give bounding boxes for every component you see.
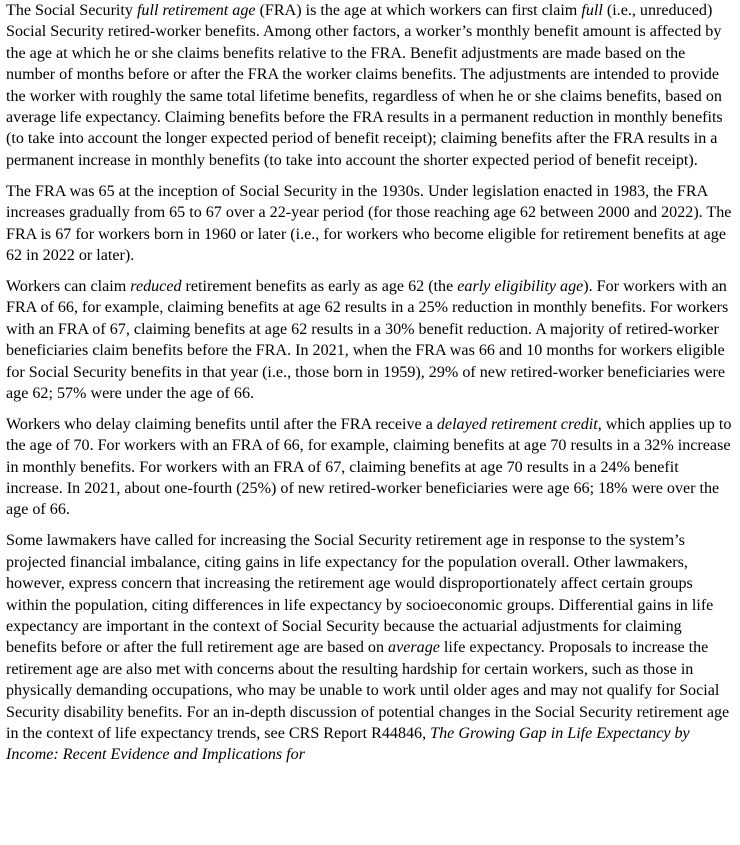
text-run: The Social Security [6,2,137,19]
italic-term: The Growing Gap in Life Expectancy by Income: Recent Evidence and Implications for [6,725,690,764]
italic-term: average [388,639,440,657]
text-run: , which applies up to the age of 70. For workers with an FRA of 66, for example, claiming benefits at age 70 results in a 32% increase in monthly benefits. For workers with an FRA of 67, claiming benefits at age 70 results in a 24% benefit increase. In 2021, about one-fourth (25%) of new retired-worker beneficiaries were age 66; 18% were over the age of 66. [6,415,732,519]
paragraph-fra-history [6,181,732,267]
text-run: Some lawmakers have called for increasing the Social Security retirement age in response to the system’s projected financial imbalance, citing gains in life expectancy for the population overall. Other lawmakers, however, express concern that increasing the retirement age would disproportionately affect certain groups within the population, citing differences in life expectancy by socioeconomic groups. Differential gains in life expectancy are important in the context of Social Security because the actuarial adjustments for claiming benefits before or after the full retirement age are based on [6,532,714,657]
italic-term: delayed retirement credit [436,415,598,433]
text-run: (i.e., unreduced) Social Security retired-worker benefits. Among other factors, a worker’s monthly benefit amount is affected by the age at which he or she claims benefits relative to the FRA. Benefit adjustments are made based on the number of months before or after the FRA the worker claims benefits. The adjustments are intended to provide the worker with roughly the same total lifetime benefits, regardless of when he or she claims benefits, based on average life expectancy. Claiming benefits before the FRA results in a permanent reduction in monthly benefits (to take into account the longer expected period of benefit receipt); claiming benefits after the FRA results in a permanent increase in monthly benefits (to take into account the shorter expected period of benefit receipt). [6,2,723,169]
text-run: (FRA) is the age at which workers can first claim [255,2,582,19]
document-body [6,0,732,775]
text-run: Workers who delay claiming benefits until after the FRA receive a [6,415,437,433]
italic-term: early eligibility age [457,277,584,295]
text-run: life expectancy. Proposals to increase the retirement age are also met with concerns about the resulting hardship for certain workers, such as those in physically demanding occupations, who may be unable to work until older ages and may not qualify for Social Security disability benefits. For an in-depth discussion of potential changes in the Social Security retirement age in the context of life expectancy trends, see CRS Report R44846, [6,639,730,742]
text-run: retirement benefits as early as age 62 (the [181,277,458,295]
paragraph-early-eligibility [6,276,732,404]
italic-term: full [581,2,603,19]
text-run: ). For workers with an FRA of 66, for example, claiming benefits at age 62 results in a 25% reduction in monthly benefits. For workers with an FRA of 67, claiming benefits at age 62 results in a 30% benefit reduction. A majority of retired-worker beneficiaries claim benefits before the FRA. In 2021, when the FRA was 66 and 10 months for workers eligible for Social Security benefits in that year (i.e., those born in 1959), 29% of new retired-worker beneficiaries were age 62; 57% were under the age of 66. [6,277,729,402]
paragraph-policy-debate [6,530,732,765]
paragraph-full-retirement-age [6,0,732,171]
italic-term: full retirement age [136,2,256,19]
paragraph-delayed-retirement-credit [6,414,732,521]
italic-term: reduced [130,277,182,295]
text-run: Workers can claim [6,277,131,295]
text-run: The FRA was 65 at the inception of Social Security in the 1930s. Under legislation enacted in 1983, the FRA increases gradually from 65 to 67 over a 22-year period (for those reaching age 62 between 2000 and 2022). The FRA is 67 for workers born in 1960 or later (i.e., for workers who become eligible for retirement benefits at age 62 in 2022 or later). [6,182,732,264]
